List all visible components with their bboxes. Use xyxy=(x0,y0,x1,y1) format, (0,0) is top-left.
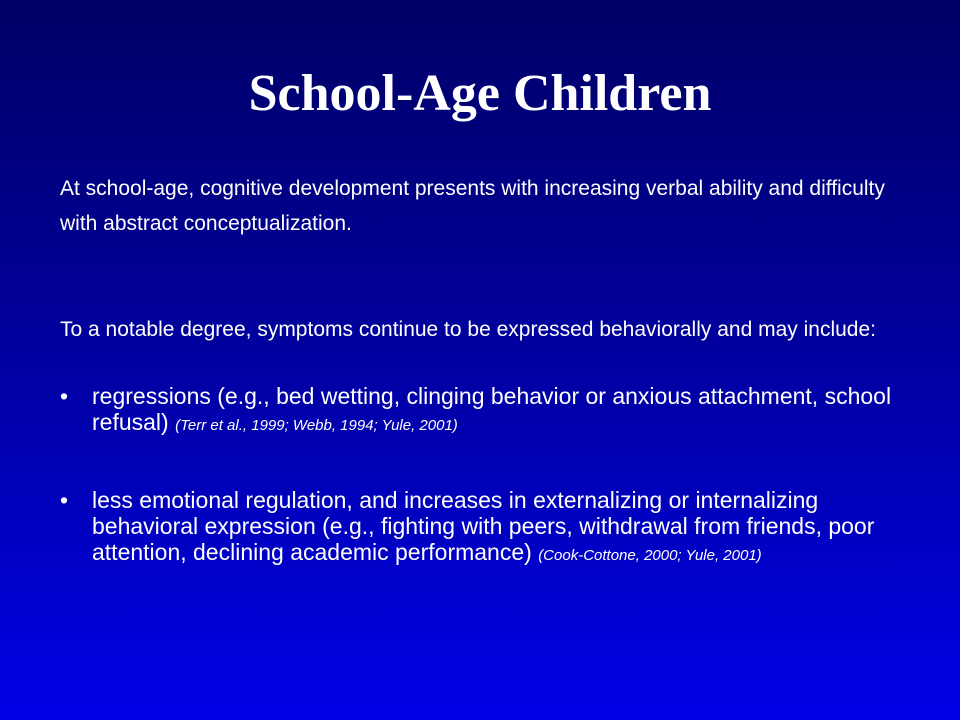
lead-paragraph: To a notable degree, symptoms continue to be expressed behaviorally and may include: xyxy=(60,318,876,341)
intro-paragraph: At school-age, cognitive development presents with increasing verbal ability and difficulty with abstract conceptualization. xyxy=(60,177,885,235)
slide-title: School-Age Children xyxy=(248,65,712,122)
bullet-dot-icon: • xyxy=(60,487,69,513)
bullet-item-emotional-regulation xyxy=(60,487,920,569)
bullet-list xyxy=(60,383,920,569)
bullet-item-regressions xyxy=(60,383,920,439)
bullet-text: less emotional regulation, and increases in externalizing or internalizing behavioral expression (e.g., fighting with peers, withdrawal from friends, poor attention, declining academic performance) xyxy=(92,487,875,565)
bullet-citation: (Terr et al., 1999; Webb, 1994; Yule, 2001) xyxy=(175,417,458,434)
bullet-text: regressions (e.g., bed wetting, clinging behavior or anxious attachment, school refusal) xyxy=(92,383,892,435)
bullet-citation: (Cook-Cottone, 2000; Yule, 2001) xyxy=(538,547,762,564)
bullet-dot-icon: • xyxy=(60,383,69,409)
